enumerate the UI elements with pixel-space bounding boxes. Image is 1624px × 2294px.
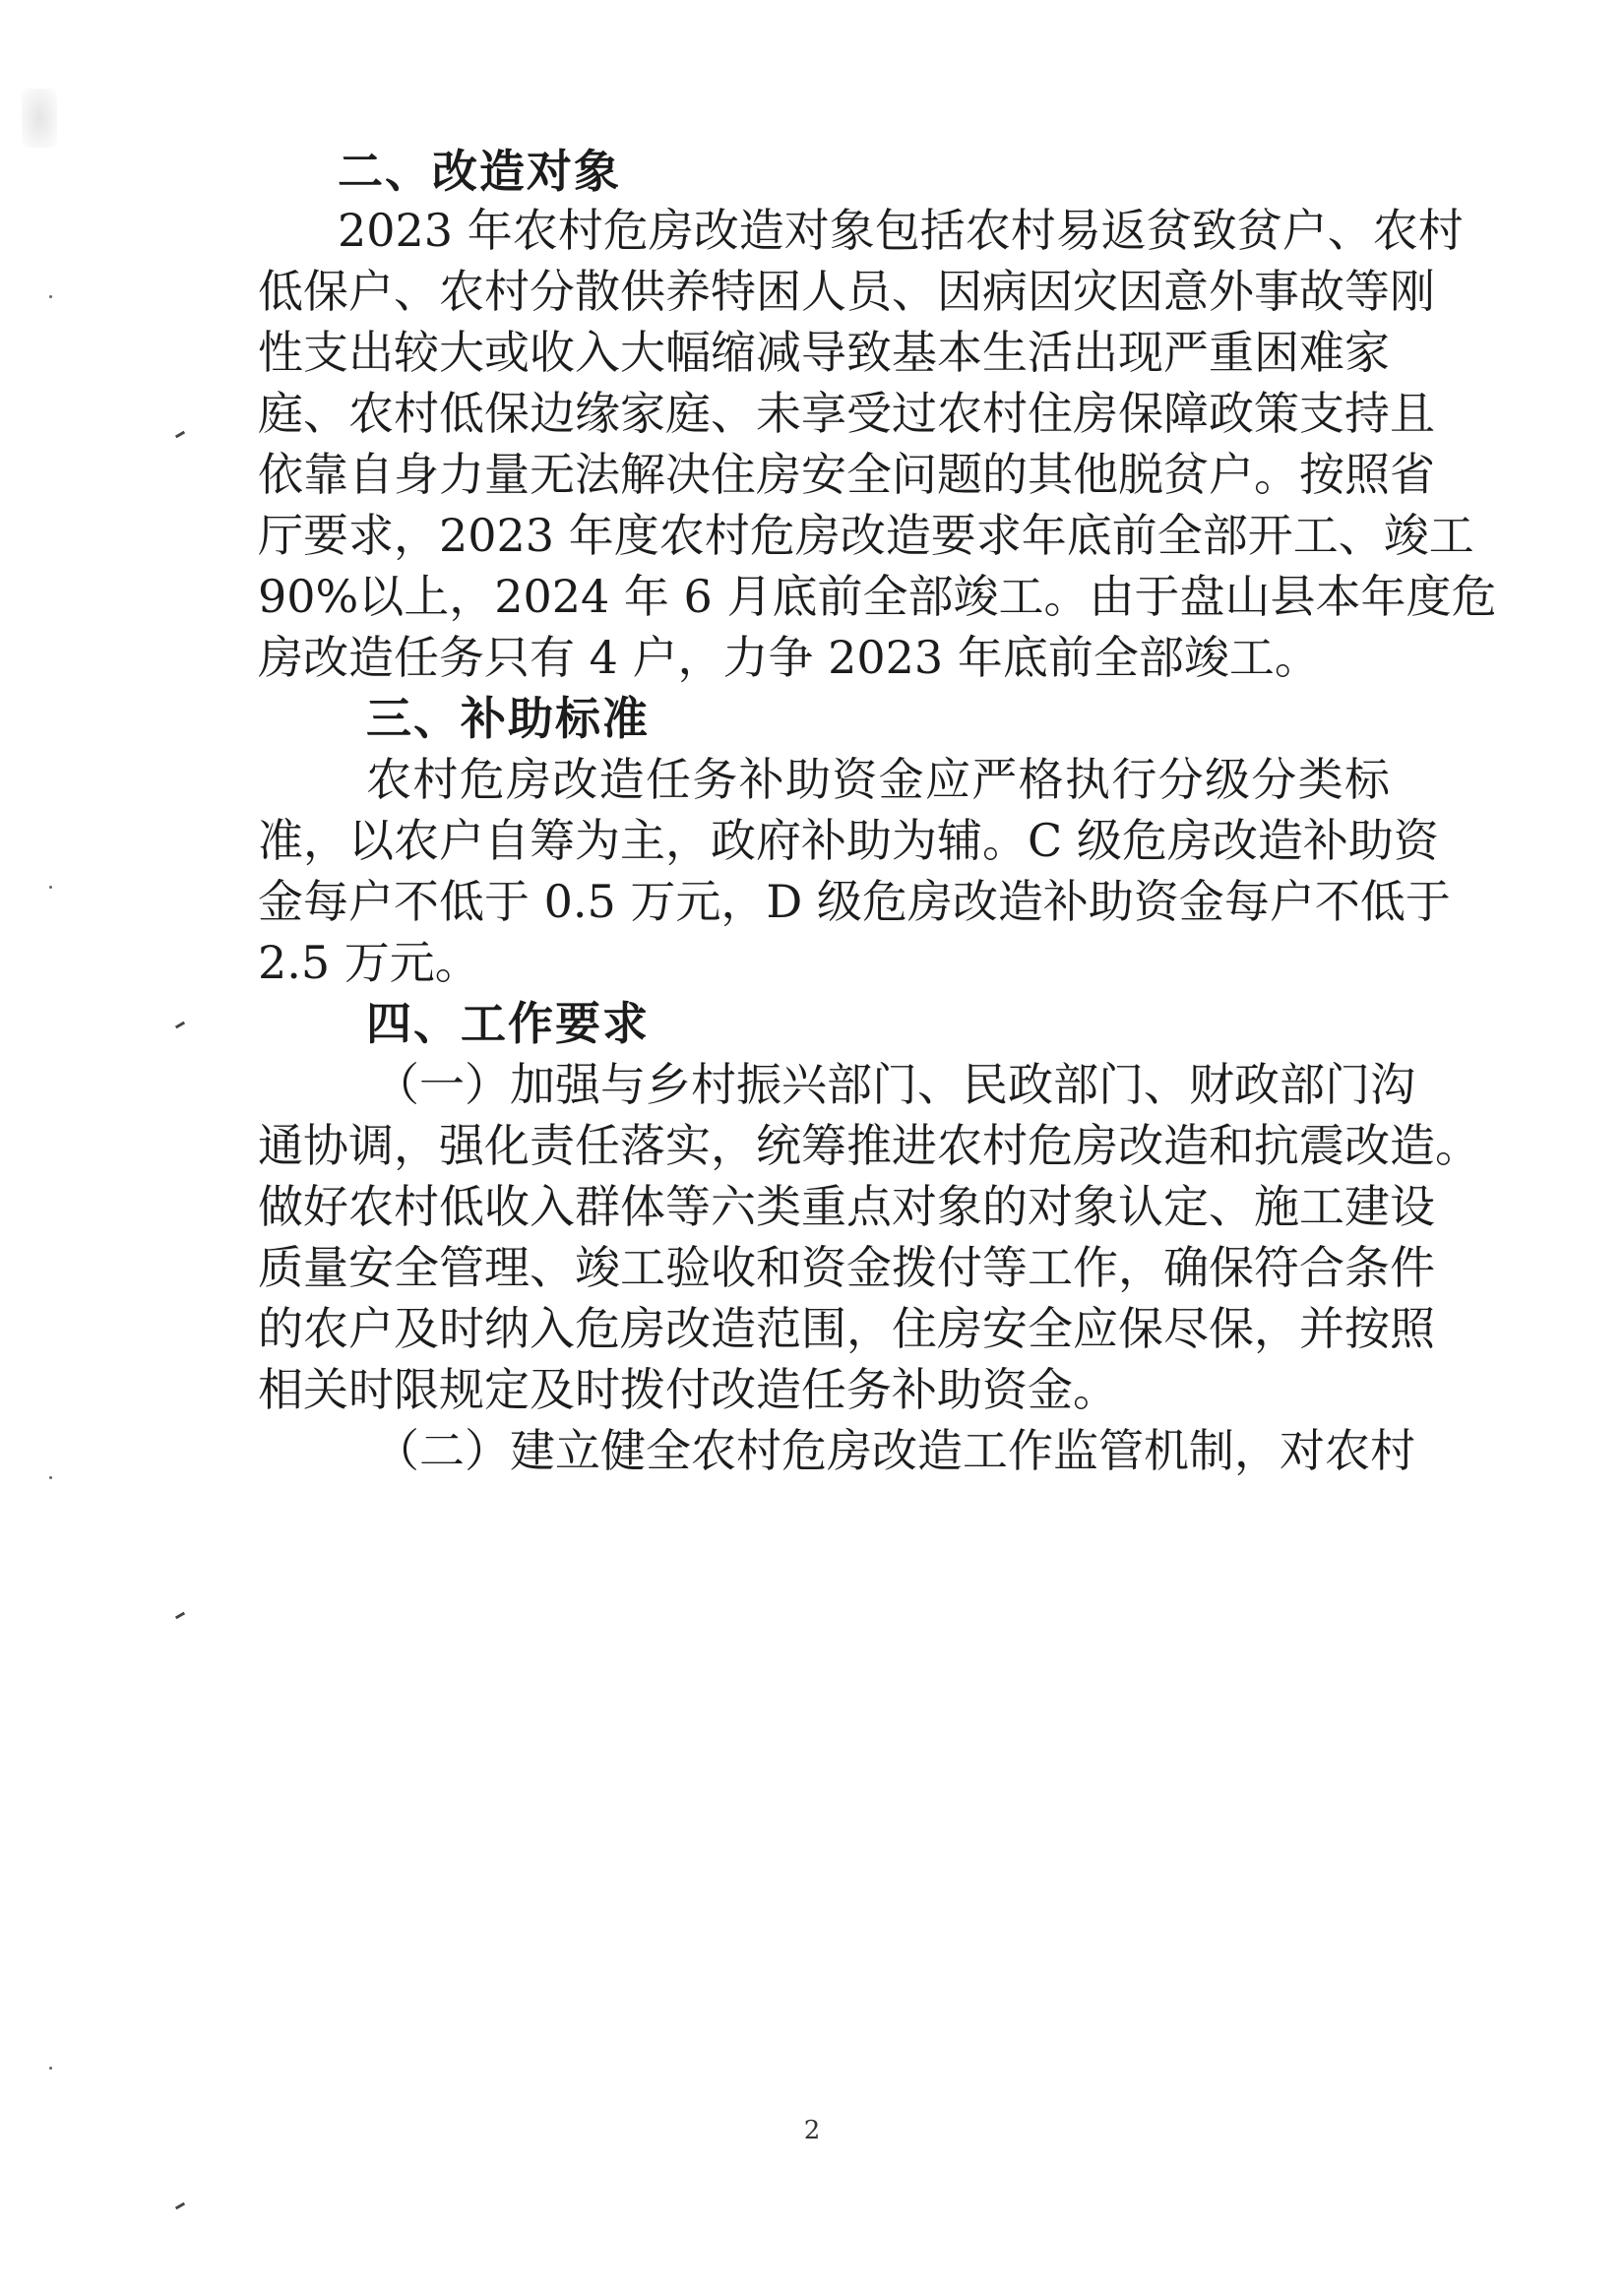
section-heading-3: 三、补助标准	[366, 692, 650, 745]
paragraph-line: 质量安全管理、竣工验收和资金拨付等工作，确保符合条件	[258, 1241, 1435, 1294]
paragraph-line: （一）加强与乡村振兴部门、民政部门、财政部门沟	[374, 1058, 1415, 1111]
binding-mark	[175, 1612, 185, 1620]
scan-smudge	[22, 89, 57, 148]
paragraph-line: 的农户及时纳入危房改造范围，住房安全应保尽保，并按照	[258, 1302, 1435, 1355]
paragraph-line: 准，以农户自筹为主，政府补助为辅。C 级危房改造补助资	[258, 814, 1439, 867]
paragraph-line: 厅要求，2023 年度农村危房改造要求年底前全部开工、竣工	[258, 509, 1474, 562]
binding-mark	[175, 1022, 185, 1029]
section-heading-2: 二、改造对象	[338, 145, 621, 198]
paragraph-line: 房改造任务只有 4 户，力争 2023 年底前全部竣工。	[258, 631, 1320, 684]
paragraph-line: 做好农村低收入群体等六类重点对象的对象认定、施工建设	[258, 1180, 1435, 1233]
paragraph-line: 农村危房改造任务补助资金应严格执行分级分类标	[366, 753, 1390, 806]
paragraph-line: （二）建立健全农村危房改造工作监管机制，对农村	[374, 1424, 1415, 1477]
paragraph-line: 依靠自身力量无法解决住房安全问题的其他脱贫户。按照省	[258, 448, 1435, 501]
scan-dot	[49, 1476, 52, 1479]
paragraph-line: 2023 年农村危房改造对象包括农村易返贫致贫户、农村	[338, 204, 1464, 257]
section-heading-4: 四、工作要求	[366, 997, 650, 1050]
paragraph-line: 金每户不低于 0.5 万元，D 级危房改造补助资金每户不低于	[258, 875, 1451, 928]
paragraph-line: 通协调，强化责任落实，统筹推进农村危房改造和抗震改造。	[258, 1119, 1480, 1172]
paragraph-line: 相关时限规定及时拨付改造任务补助资金。	[258, 1363, 1118, 1416]
scan-dot	[49, 2067, 52, 2070]
paragraph-line: 性支出较大或收入大幅缩减导致基本生活出现严重困难家	[258, 326, 1390, 379]
scan-dot	[49, 886, 52, 889]
paragraph-line: 低保户、农村分散供养特困人员、因病因灾因意外事故等刚	[258, 265, 1435, 318]
scan-dot	[49, 295, 52, 298]
paragraph-line: 庭、农村低保边缘家庭、未享受过农村住房保障政策支持且	[258, 387, 1435, 440]
paragraph-line: 90%以上，2024 年 6 月底前全部竣工。由于盘山县本年度危	[258, 570, 1497, 623]
paragraph-line: 2.5 万元。	[258, 936, 480, 989]
binding-mark	[175, 431, 185, 439]
binding-mark	[175, 2202, 185, 2210]
page-number: 2	[803, 2116, 821, 2145]
